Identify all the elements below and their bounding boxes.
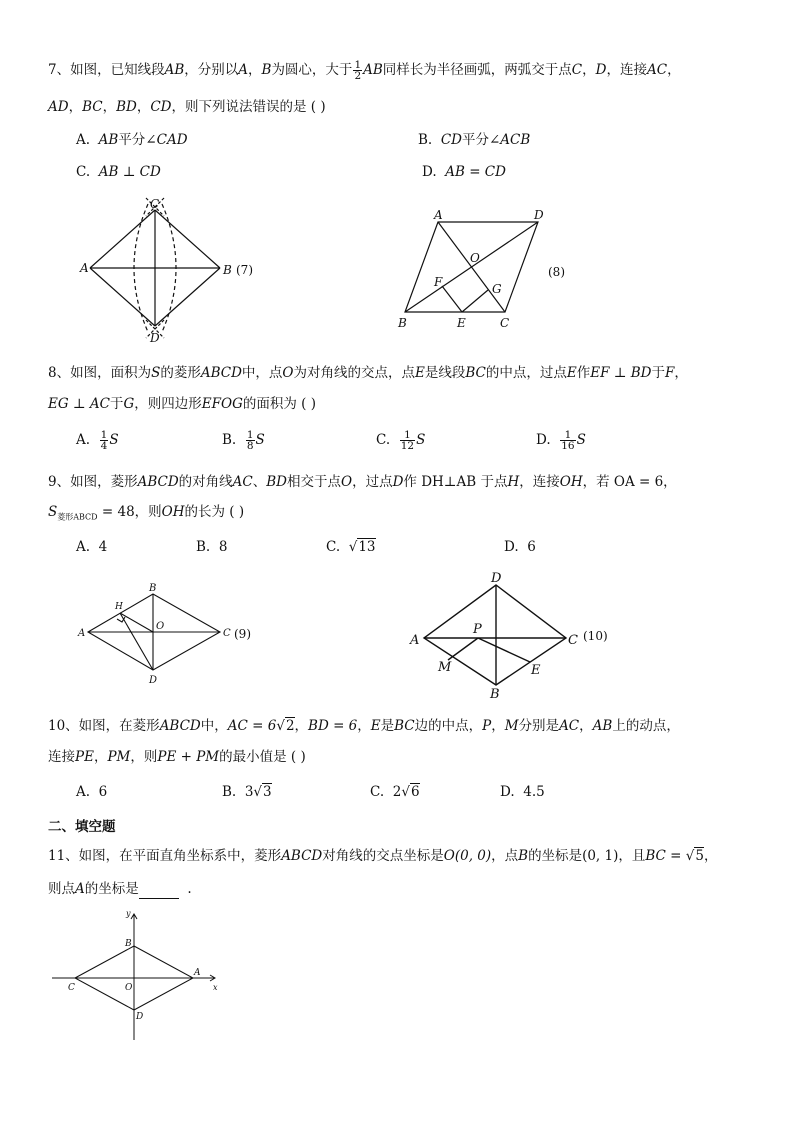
fig9-label-c: C: [223, 628, 231, 639]
fig10-label-m: M: [438, 660, 452, 675]
fig11-label-o: O: [125, 983, 133, 993]
fig10-label-d: D: [491, 571, 502, 586]
fig7-label-a: A: [80, 261, 89, 275]
q7-option-d[interactable]: D. AB = CD: [422, 164, 506, 180]
q9-option-d[interactable]: D. 6: [504, 539, 536, 555]
q7-option-b[interactable]: B. CD平分∠ACB: [418, 132, 531, 148]
section-heading-fill-blank: 二、填空题: [48, 819, 116, 835]
fig8-label-o: O: [470, 251, 480, 265]
fig10-label-e: E: [531, 663, 541, 678]
q10-line1: 10、如图，在菱形ABCD中，AC = 6√2，BD = 6，E是BC边的中点，P，M分别是AC，AB上的动点，: [48, 718, 680, 734]
fig9-label-h: H: [115, 602, 123, 612]
fig9-label-d: D: [149, 675, 158, 686]
q9-option-c[interactable]: C. √13: [326, 539, 376, 555]
q7-line1: 7、如图，已知线段AB，分别以A，B为圆心，大于 $\frac{1}{2}$ AB同样长为半径画弧，两弧交于点C，D，连接AC，: [48, 59, 681, 82]
fig8-label-f: F: [434, 275, 443, 289]
q8-line1: 8、如图，面积为S的菱形ABCD中，点O为对角线的交点，点E是线段BC的中点，过点E作EF ⊥ BD于F，: [48, 365, 688, 381]
fig10-label-a: A: [410, 633, 420, 648]
fig8-label-a: A: [434, 208, 443, 222]
fig11-label-b: B: [125, 939, 132, 949]
fig8-label-e: E: [457, 316, 466, 330]
q11-line1: 11、如图，在平面直角坐标系中，菱形ABCD对角线的交点坐标是O(0, 0)，点B的坐标是(0, 1)，且BC = √5，: [48, 848, 718, 864]
q11-line2: 则点A的坐标是 .: [48, 881, 192, 897]
fig8-number: (8): [548, 265, 565, 279]
fig11-label-y: y: [126, 909, 131, 918]
q8-option-d[interactable]: D. $\frac{1}{16}$ S: [536, 429, 586, 452]
fig7-label-b: B: [223, 263, 232, 277]
fig7-number: (7): [236, 263, 253, 277]
q8-option-c[interactable]: C. $\frac{1}{12}$ S: [376, 429, 426, 452]
fig11-label-x: x: [213, 983, 218, 992]
q9-line1: 9、如图，菱形ABCD的对角线AC、BD相交于点O，过点D作 DH⊥AB 于点H，连接OH，若 OA = 6，: [48, 474, 677, 490]
fig9-label-b: B: [149, 583, 157, 594]
fig11-label-a: A: [194, 968, 201, 978]
fig8-label-b: B: [398, 316, 407, 330]
fig10-label-c: C: [568, 633, 578, 648]
fig10-label-p: P: [473, 622, 482, 637]
fig11-lines: [52, 914, 215, 1040]
q10-option-d[interactable]: D. 4.5: [500, 784, 545, 800]
fig7-label-c: C: [150, 197, 160, 211]
fraction-half: $\frac{1}{2}$: [354, 59, 362, 82]
q8-option-a[interactable]: A. $\frac{1}{4}$ S: [76, 429, 119, 452]
fig11-label-d: D: [136, 1012, 144, 1022]
fig10-label-b: B: [490, 687, 500, 702]
fig8-label-g: G: [492, 282, 502, 296]
fig11-label-c: C: [68, 983, 75, 993]
fig10-number: (10): [583, 629, 608, 643]
fig9-label-a: A: [78, 628, 86, 639]
q10-option-b[interactable]: B. 3√3: [222, 784, 272, 800]
q8-line2: EG ⊥ AC于G，则四边形EFOG的面积为 ( ): [48, 396, 316, 412]
q10-option-c[interactable]: C. 2√6: [370, 784, 420, 800]
fig9-number: (9): [234, 627, 251, 641]
q8-option-b[interactable]: B. $\frac{1}{8}$ S: [222, 429, 265, 452]
q9-line2: $S_{菱形ABCD} = 48$，则OH的长为 ( ): [48, 504, 245, 522]
fig8-label-d: D: [534, 208, 544, 222]
q7-line2: AD，BC，BD，CD，则下列说法错误的是 ( ): [48, 99, 326, 115]
q7-option-a[interactable]: A. AB平分∠CAD: [76, 132, 188, 148]
fig9-label-o: O: [156, 621, 165, 632]
fig8-label-c: C: [500, 316, 510, 330]
q9-option-a[interactable]: A. 4: [76, 539, 108, 555]
q9-option-b[interactable]: B. 8: [196, 539, 228, 555]
q10-line2: 连接PE，PM，则PE + PM的最小值是 ( ): [48, 749, 306, 765]
q10-option-a[interactable]: A. 6: [76, 784, 108, 800]
fig7-label-d: D: [150, 331, 160, 345]
q7-option-c[interactable]: C. AB ⊥ CD: [76, 164, 161, 180]
